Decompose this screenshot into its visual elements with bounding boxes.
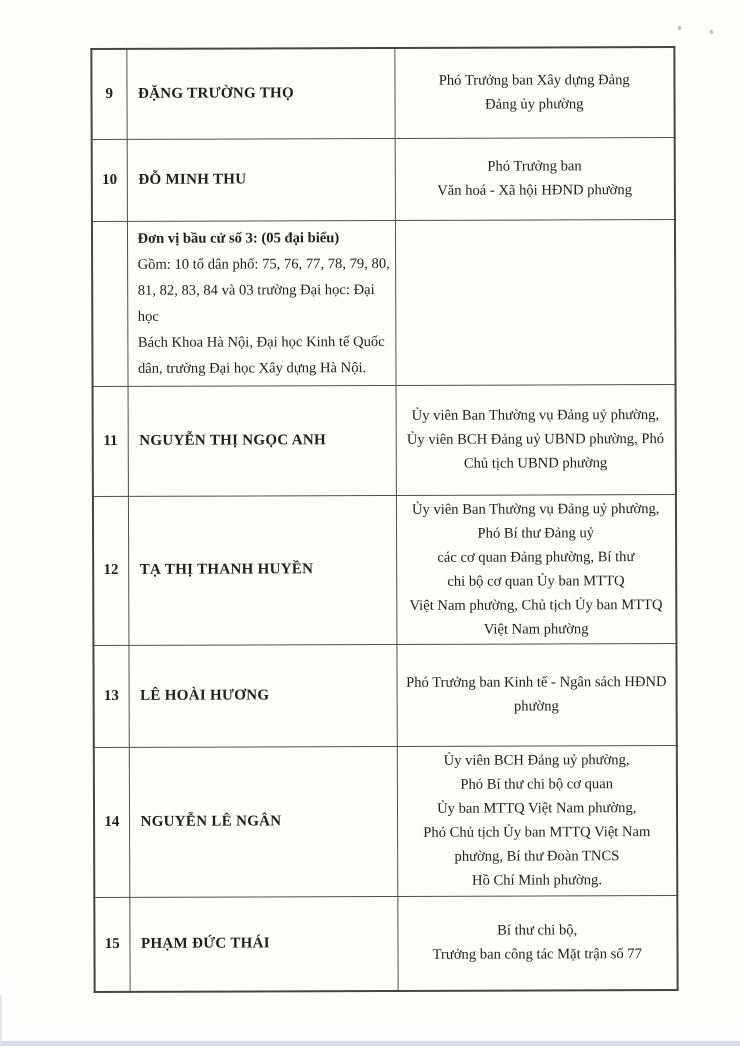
electoral-unit-title: Đơn vị bầu cử số 3: (05 đại biểu)	[137, 229, 340, 247]
candidate-position-empty	[395, 219, 676, 385]
candidate-name: LÊ HOÀI HƯƠNG	[128, 644, 396, 747]
candidate-position: Phó Trưởng ban Văn hoá - Xã hội HĐND phường	[395, 137, 675, 220]
candidate-position: Ủy viên Ban Thường vụ Đảng uỷ phường, Ủy viên BCH Đảng uỷ UBND phường, Phó Chủ tịch UBND phường	[396, 384, 676, 495]
row-number: 12	[93, 496, 129, 645]
table-row	[91, 47, 674, 139]
row-number: 13	[93, 645, 128, 747]
section-header-row	[92, 219, 676, 386]
row-number: 15	[94, 897, 129, 992]
section-header-cell	[127, 220, 396, 386]
candidate-name: TẠ THỊ THANH HUYỀN	[128, 495, 397, 645]
table-row	[94, 745, 678, 897]
candidate-name: NGUYỄN LÊ NGÂN	[129, 746, 398, 897]
table-row	[93, 643, 676, 747]
row-number: 14	[94, 747, 130, 897]
table-row	[93, 384, 676, 496]
candidate-name: ĐẶNG TRƯỜNG THỌ	[126, 48, 394, 139]
row-number: 9	[91, 49, 126, 139]
table-row	[93, 494, 677, 645]
scan-speck	[677, 26, 681, 31]
candidate-position: Ủy viên BCH Đảng uỷ phường, Phó Bí thư chi bộ cơ quan Ủy ban MTTQ Việt Nam phường, Phó Chủ tịch Ủy ban MTTQ Việt Nam phường, Bí thư Đoàn TNCS Hồ Chí Minh phường.	[397, 745, 678, 896]
row-number-empty	[92, 221, 128, 386]
candidate-roster-table	[90, 46, 678, 993]
scan-edge-left	[0, 995, 2, 1041]
row-number: 10	[92, 139, 127, 221]
candidate-position: Ủy viên Ban Thường vụ Đảng uỷ phường, Phó Bí thư Đảng uỷ các cơ quan Đảng phường, Bí thư chi bộ cơ quan Ủy ban MTTQ Việt Nam phường, Chủ tịch Ủy ban MTTQ Việt Nam phường	[396, 494, 677, 644]
candidate-name: ĐỖ MINH THU	[127, 138, 395, 221]
candidate-name: PHẠM ĐỨC THÁI	[129, 896, 397, 992]
table-row	[92, 137, 675, 221]
electoral-unit-description: Gồm: 10 tổ dân phố: 75, 76, 77, 78, 79, 80, 81, 82, 83, 84 và 03 trường Đại học: Đại học Bách Khoa Hà Nội, Đại học Kinh tế Quốc dân, trường Đại học Xây dựng Hà Nội.	[137, 255, 390, 377]
candidate-position: Bí thư chi bộ, Trưởng ban công tác Mặt trận số 77	[397, 895, 677, 991]
candidate-position: Phó Trưởng ban Xây dựng Đảng Đảng ủy phường	[394, 47, 674, 138]
candidate-position: Phó Trưởng ban Kinh tế - Ngân sách HĐND phường	[396, 643, 676, 746]
scan-speck	[710, 30, 714, 35]
table-row	[94, 895, 677, 992]
scan-edge-strip	[0, 1041, 740, 1046]
candidate-name: NGUYỄN THỊ NGỌC ANH	[128, 385, 396, 496]
row-number: 11	[93, 386, 128, 496]
